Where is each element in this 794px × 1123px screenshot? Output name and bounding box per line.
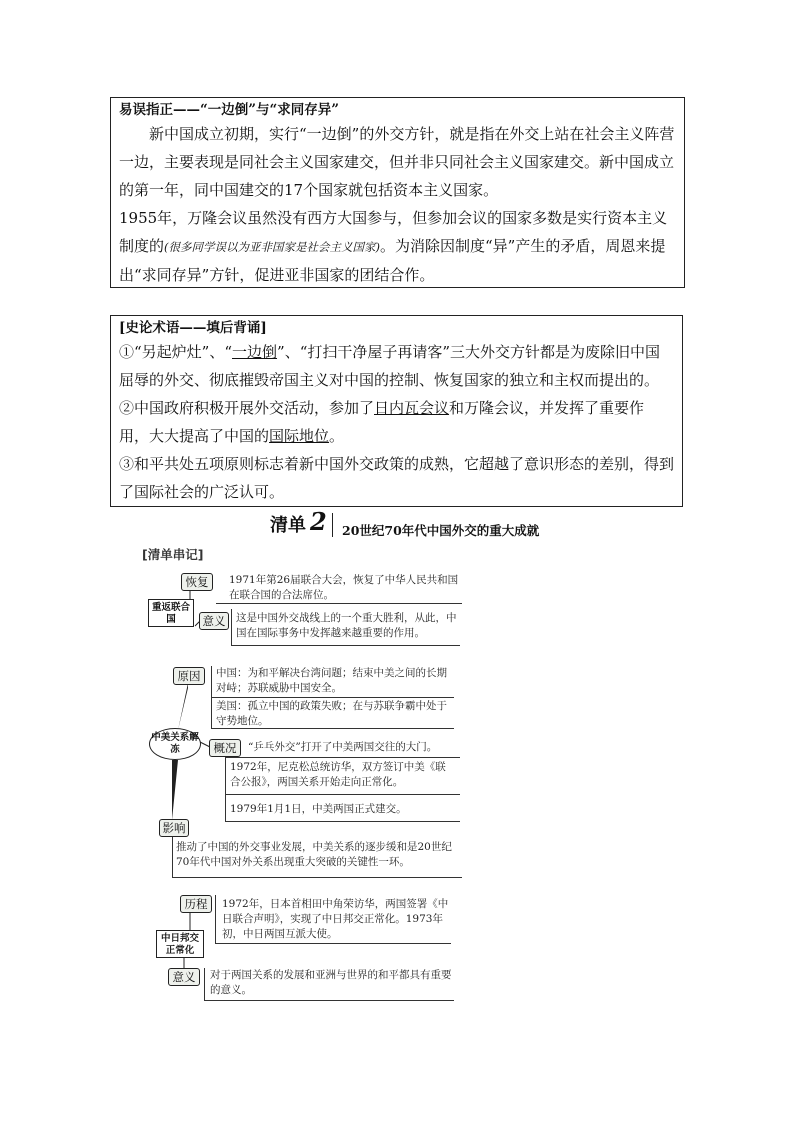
- vrule: [204, 968, 205, 1000]
- node-restore: 恢复: [181, 573, 213, 591]
- terms-item-2-end: 。: [329, 427, 345, 445]
- center-sino-japan: 中日邦交正常化: [156, 930, 204, 958]
- text-impact: 推动了中国的外交事业发展，中美关系的逐步缓和是20世纪70年代中国对外关系出现重大突破的关键性一环。: [176, 841, 452, 868]
- terms-item-1-text: ①“另起炉灶”、“: [119, 343, 233, 361]
- text-overview-1: “乒乓外交”打开了中美两国交往的大门。: [248, 741, 438, 753]
- center-un: 重返联合国: [148, 599, 194, 627]
- terms-item-1-blank: 一边倒: [232, 343, 278, 361]
- node-impact: 影响: [159, 819, 189, 837]
- text-restore: 1971年第26届联合大会，恢复了中华人民共和国在联合国的合法席位。: [229, 574, 459, 601]
- text-significance-3: 对于两国关系的发展和亚洲与世界的和平都具有重要的意义。: [210, 969, 452, 996]
- terms-item-1-rest: ”、“打扫干净屋子再请客”三大外交方针都是为废除旧中国屈辱的外交、彻底摧毁帝国主义对中国的控制、恢复国家的独立和主权而提出的。: [119, 343, 661, 389]
- node-significance-1: 意义: [199, 612, 229, 630]
- vrule: [231, 609, 232, 645]
- terms-item-2-text: ②中国政府积极开展外交活动，参加了: [119, 399, 375, 417]
- node-reason: 原因: [173, 667, 205, 685]
- vrule: [215, 895, 216, 943]
- text-significance-1: 这是中国外交战线上的一个重大胜利，从此，中国在国际事务中发挥越来越重要的作用。: [236, 612, 457, 639]
- list-tag: [清单串记]: [142, 547, 204, 562]
- rule: [211, 697, 454, 698]
- terms-box-title: [史论术语——填后背诵]: [119, 320, 267, 336]
- node-overview: 概况: [209, 739, 241, 757]
- vrule: [172, 837, 173, 877]
- tip-p2-main: 1955年，万隆会议虽然没有西方大国参与，但参加会议的国家多数是实行资本主义制度的: [119, 209, 668, 255]
- tip-paragraph-1: 新中国成立初期，实行“一边倒”的外交方针，就是指在外交上站在社会主义阵营一边，主要表现是同社会主义国家建交，但并非只同社会主义国家建交。新中国成立的第一年，同中国建交的17个国家就包括资本主义国家。: [119, 125, 675, 199]
- rule: [216, 603, 462, 604]
- heading-subtitle: 20世纪70年代中国外交的重大成就: [342, 523, 540, 538]
- text-reason-usa: 美国：孤立中国的政策失败；在与苏联争霸中处于守势地位。: [216, 700, 447, 727]
- node-significance-3: 意义: [168, 968, 200, 986]
- center-sino-us: 中美关系解冻: [149, 728, 201, 760]
- rule: [231, 645, 460, 646]
- rule: [211, 728, 454, 729]
- heading-number: 2: [310, 507, 327, 536]
- tip-p2-end: 。为消除因制度“异”产生的矛盾，周恩来提出“求同存异”方针，促进亚非国家的团结合作。: [119, 237, 666, 284]
- text-overview-2: 1972年，尼克松总统访华，双方签订中美《联合公报》，两国关系开始走向正常化。: [230, 761, 446, 788]
- heading-label: 清单: [270, 515, 306, 536]
- rule: [225, 757, 460, 758]
- rule: [172, 877, 462, 878]
- text-process: 1972年，日本首相田中角荣访华，两国签署《中日联合声明》，实现了中日邦交正常化。1973年初，中日两国互派大使。: [222, 898, 449, 940]
- terms-item-3: ③和平共处五项原则标志着新中国外交政策的成熟，它超越了意识形态的差别，得到了国际社会的广泛认可。: [119, 455, 675, 501]
- tip-box-title: 易误指正——“一边倒”与“求同存异”: [119, 102, 340, 118]
- rule: [215, 943, 451, 944]
- text-overview-3: 1979年1月1日，中美两国正式建交。: [230, 803, 407, 815]
- rule: [225, 794, 460, 795]
- rule: [204, 1000, 454, 1001]
- tip-p2-note: (很多同学误以为亚非国家是社会主义国家): [164, 240, 380, 254]
- terms-item-2-blank-1: 日内瓦会议: [374, 399, 450, 417]
- node-process: 历程: [180, 895, 212, 913]
- terms-item-2-blank-2: 国际地位: [269, 427, 330, 445]
- vrule: [225, 757, 226, 821]
- terms-item-2-mid: 和万隆会议，并发挥了重要作用，大大提高了中国的: [119, 399, 645, 445]
- text-reason-china: 中国：为和平解决台湾问题；结束中美之间的长期对峙；苏联威胁中国安全。: [216, 667, 447, 694]
- rule: [225, 821, 460, 822]
